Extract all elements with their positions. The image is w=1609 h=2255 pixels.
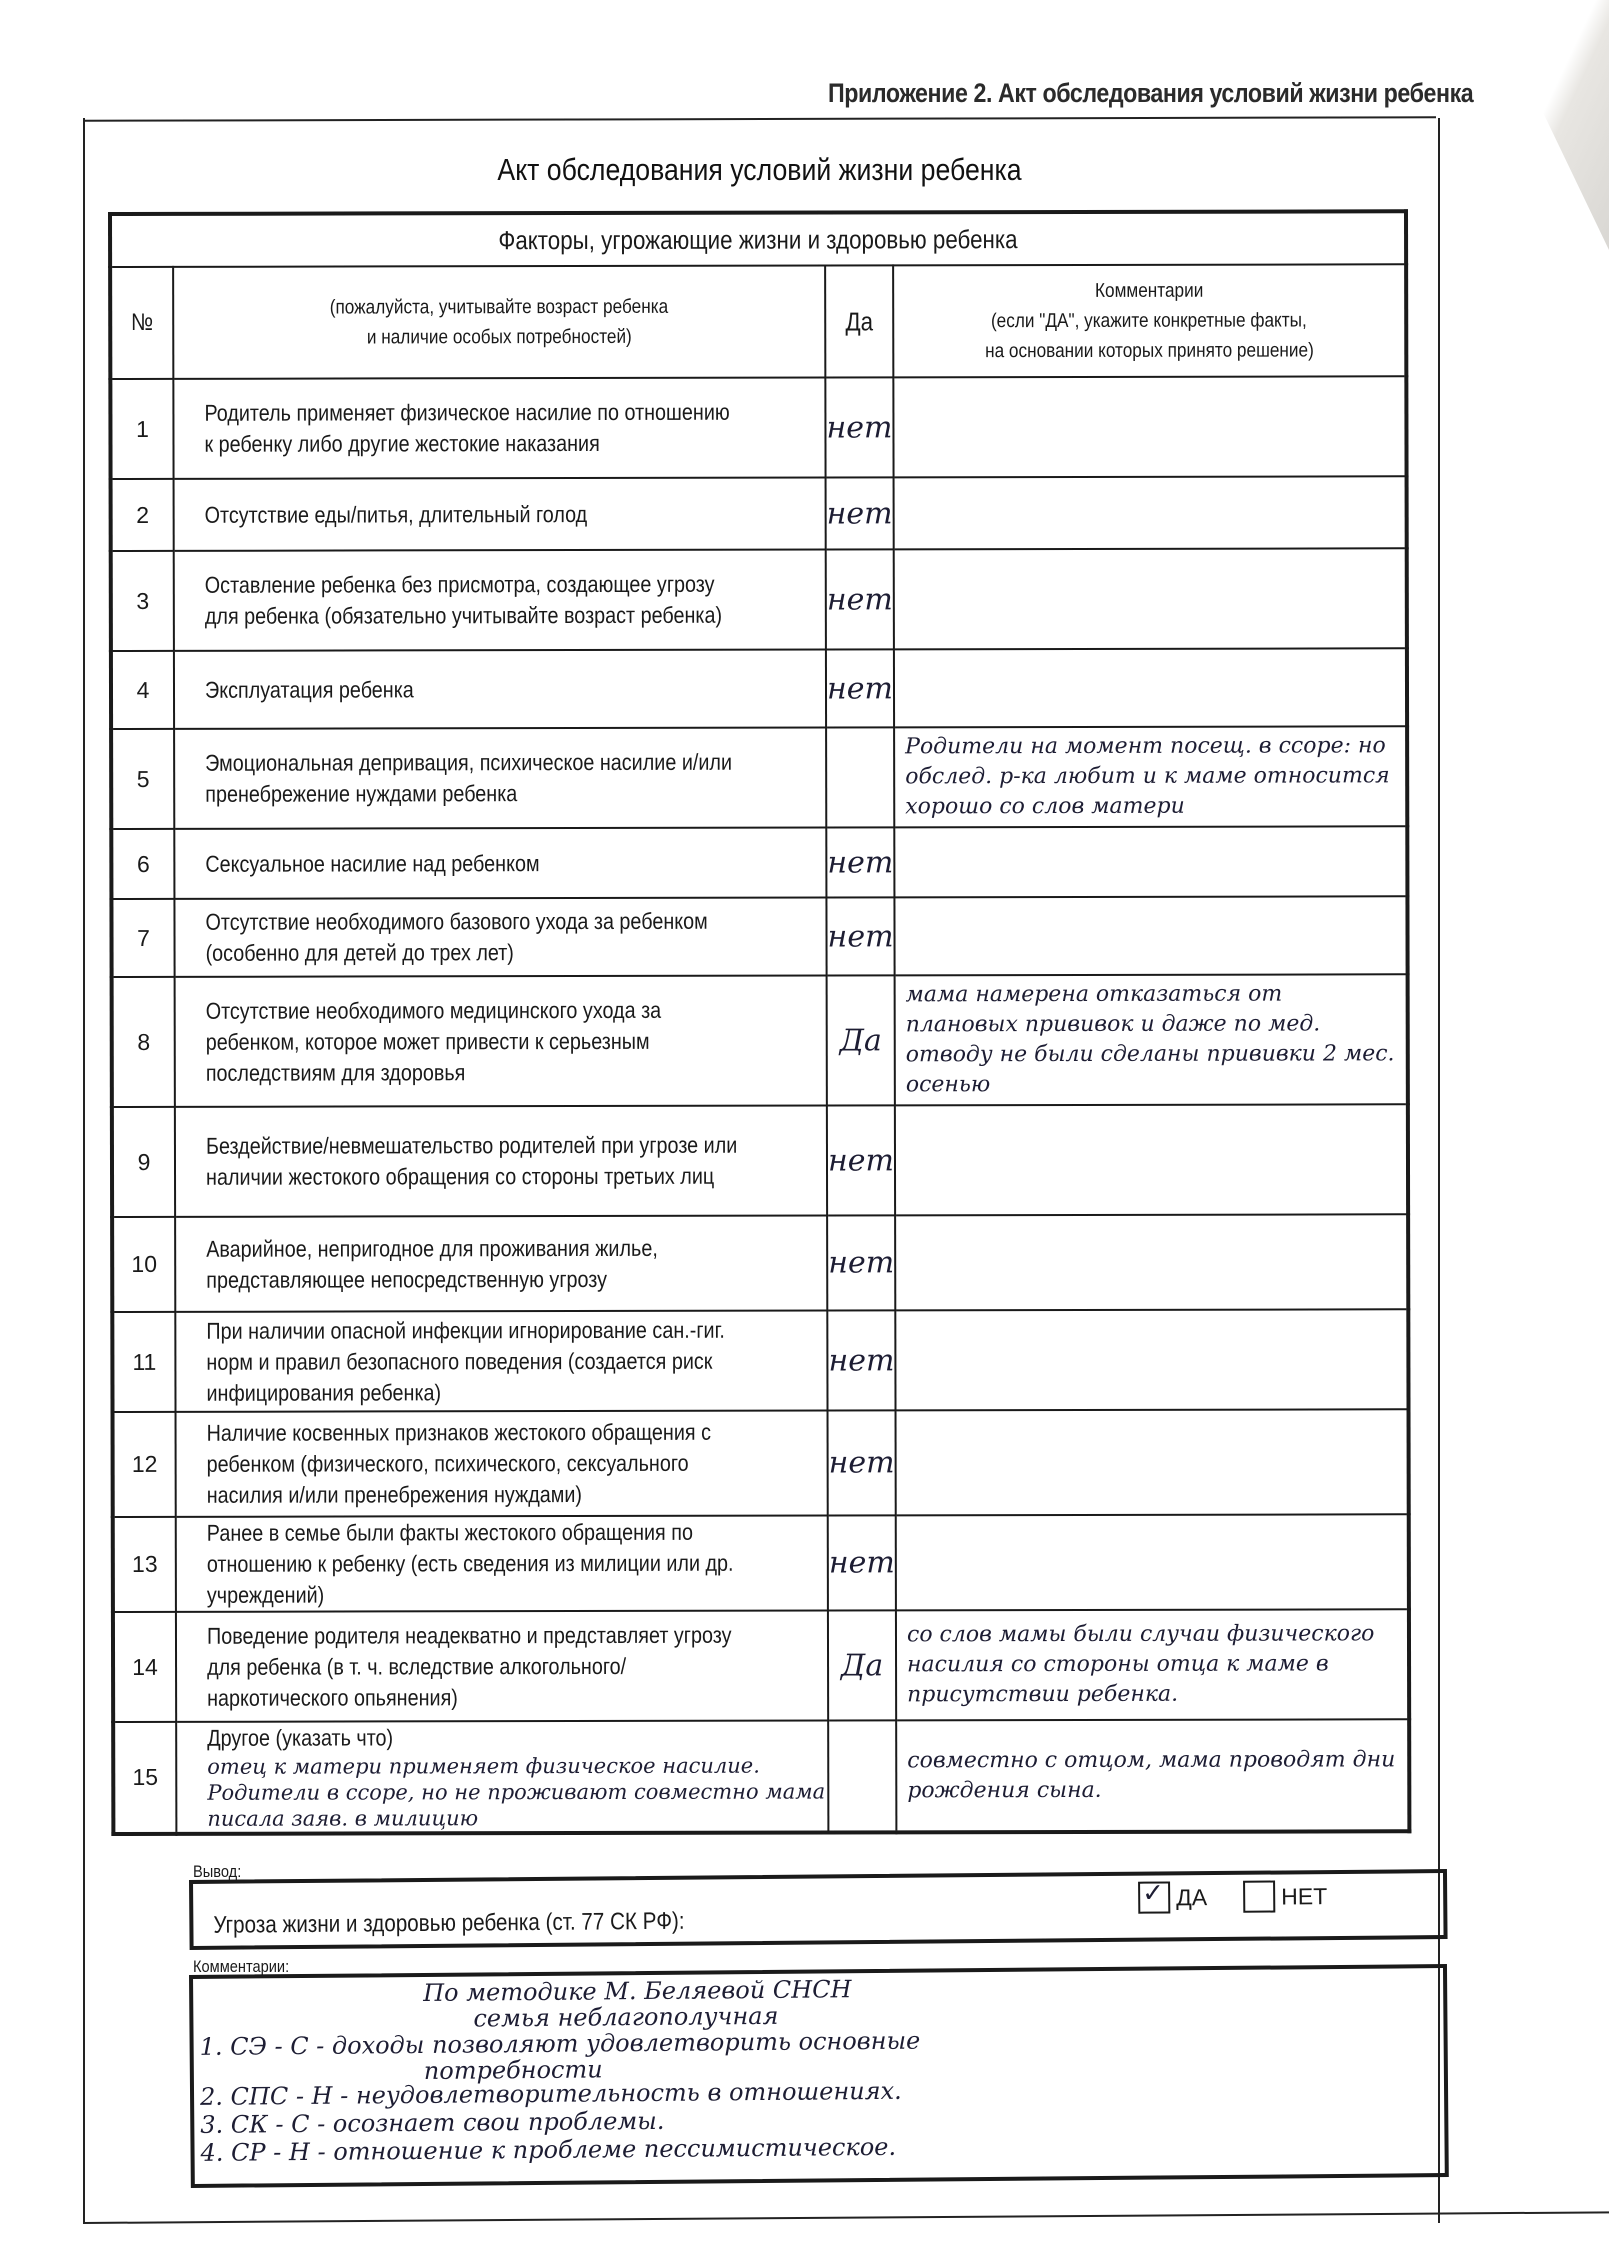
row-comment[interactable] bbox=[894, 548, 1407, 649]
row-yes-mark[interactable] bbox=[826, 649, 894, 727]
row-yes-mark-text: нет bbox=[828, 1545, 895, 1581]
table-row bbox=[111, 726, 1407, 829]
row-number bbox=[110, 379, 173, 479]
row-yes-mark-text: нет bbox=[827, 918, 894, 954]
table-row bbox=[113, 1514, 1409, 1612]
table-row bbox=[111, 896, 1407, 977]
column-headers bbox=[110, 264, 1406, 379]
row-number-text: 12 bbox=[131, 1450, 158, 1477]
row-number bbox=[111, 729, 174, 829]
row-criterion bbox=[174, 649, 826, 728]
row-criterion-text: Отсутствие необходимого медицинского ухода за ребенком, которое может привести к серьезным последствиям для здоровья bbox=[205, 996, 662, 1086]
row-comment-text: со слов мамы были случаи физического насилия со стороны отца к маме в присутствии ребенка. bbox=[906, 1621, 1375, 1708]
row-criterion bbox=[173, 377, 825, 478]
page-curl bbox=[1489, 0, 1609, 250]
row-yes-mark[interactable] bbox=[826, 897, 894, 975]
row-yes-mark-text: нет bbox=[826, 495, 893, 531]
row-number bbox=[112, 1312, 175, 1412]
row-comment-text: мама намерена отказаться от плановых прививок и даже по мед. отводу не были сделаны прививки 2 мес. осенью bbox=[905, 981, 1395, 1098]
table-row bbox=[113, 1609, 1409, 1722]
row-criterion bbox=[175, 1215, 827, 1311]
comment-line: По методике М. Беляевой СНСН bbox=[423, 1975, 852, 2007]
option-no-label: НЕТ bbox=[1281, 1882, 1328, 1909]
row-number bbox=[111, 479, 174, 551]
row-criterion bbox=[174, 827, 826, 898]
row-number-text: 8 bbox=[137, 1028, 151, 1055]
row-yes-mark[interactable] bbox=[827, 1310, 895, 1410]
row-number bbox=[111, 651, 174, 729]
table-row bbox=[112, 1309, 1408, 1412]
table-row bbox=[113, 1719, 1409, 1834]
table-row bbox=[111, 548, 1407, 651]
row-comment[interactable] bbox=[896, 1719, 1409, 1832]
row-number-text: 4 bbox=[136, 676, 150, 703]
handwritten-note: отец к матери применяет физическое насилие. Родители в ссоре, но не проживают совместно мама писала заяв. в милицию bbox=[207, 1753, 826, 1831]
table-row bbox=[111, 826, 1407, 899]
row-comment[interactable] bbox=[894, 476, 1407, 549]
row-number bbox=[112, 1217, 175, 1312]
row-number-text: 2 bbox=[136, 501, 150, 528]
option-yes-label: ДА bbox=[1176, 1883, 1208, 1910]
row-yes-mark-text: нет bbox=[828, 1245, 895, 1281]
row-yes-mark-text: Да bbox=[840, 1647, 884, 1683]
table-row bbox=[110, 376, 1406, 479]
row-criterion-text: Оставление ребенка без присмотра, создающее угрозу для ребенка (обязательно учитывайте возраст ребенка) bbox=[204, 570, 723, 629]
option-no[interactable] bbox=[1243, 1880, 1327, 1913]
comment-line: семья неблагополучная bbox=[473, 2001, 779, 2033]
row-criterion bbox=[176, 1610, 828, 1721]
comment-line: 2. СПС - Н - неудовлетворительность в отношениях. bbox=[199, 2076, 902, 2111]
row-criterion-text: Другое (указать что) bbox=[207, 1724, 394, 1751]
row-criterion-text: Наличие косвенных признаков жестокого обращения с ребенком (физического, психического, сексуального насилия и/или пренебрежения нуждами) bbox=[206, 1418, 712, 1508]
row-criterion bbox=[176, 1410, 828, 1516]
row-criterion-text: Бездействие/невмешательство родителей при угрозе или наличии жестокого обращения со стороны третьих лиц bbox=[205, 1131, 738, 1190]
row-number bbox=[111, 551, 174, 651]
threat-label: Угроза жизни и здоровью ребенка (ст. 77 СК РФ): bbox=[213, 1907, 685, 1939]
row-number bbox=[113, 1722, 176, 1834]
row-yes-mark[interactable] bbox=[827, 1215, 895, 1310]
row-yes-mark-text: нет bbox=[828, 1445, 895, 1481]
row-criterion bbox=[176, 1720, 828, 1833]
table-row bbox=[111, 476, 1407, 551]
row-number-text: 15 bbox=[132, 1763, 159, 1790]
column-yes: Да bbox=[825, 265, 893, 377]
row-criterion bbox=[175, 975, 827, 1106]
row-comment[interactable] bbox=[895, 1309, 1408, 1410]
row-yes-mark[interactable] bbox=[826, 549, 894, 649]
row-criterion-text: Отсутствие необходимого базового ухода за ребенком (особенно для детей до трех лет) bbox=[205, 907, 708, 966]
row-criterion-text: Родитель применяет физическое насилие по отношению к ребенку либо другие жестокие наказания bbox=[204, 398, 730, 457]
row-criterion-text: Эмоциональная депривация, психическое насилие и/или пренебрежение нуждами ребенка bbox=[205, 748, 733, 807]
row-criterion bbox=[174, 897, 826, 976]
row-yes-mark[interactable] bbox=[825, 377, 893, 477]
comment-line: 4. СР - Н - отношение к проблеме пессимистическое. bbox=[200, 2132, 897, 2167]
row-yes-mark[interactable] bbox=[828, 1410, 896, 1515]
row-yes-mark[interactable] bbox=[826, 727, 894, 827]
row-criterion bbox=[174, 549, 826, 650]
row-comment[interactable] bbox=[894, 826, 1407, 897]
row-number bbox=[112, 977, 175, 1107]
conclusion-box bbox=[189, 1869, 1448, 1950]
appendix-title: Приложение 2. Акт обследования условий жизни ребенка bbox=[828, 78, 1474, 108]
comments-label: Комментарии: bbox=[193, 1957, 290, 1976]
row-comment[interactable] bbox=[895, 974, 1408, 1105]
row-comment[interactable] bbox=[894, 648, 1407, 727]
row-yes-mark[interactable] bbox=[826, 477, 894, 549]
row-number-text: 3 bbox=[136, 587, 150, 614]
table-row bbox=[113, 1409, 1409, 1517]
row-yes-mark-text: нет bbox=[826, 409, 893, 445]
row-criterion-text: Аварийное, непригодное для проживания жилье, представляющее непосредственную угрозу bbox=[206, 1234, 658, 1293]
row-comment[interactable] bbox=[896, 1609, 1409, 1720]
row-yes-mark[interactable] bbox=[828, 1610, 896, 1720]
row-number-text: 13 bbox=[132, 1550, 158, 1577]
row-comment[interactable] bbox=[893, 376, 1406, 477]
column-comments: Комментарии (если "ДА", укажите конкретные факты, на основании которых принято решение) bbox=[893, 264, 1406, 377]
row-yes-mark[interactable] bbox=[828, 1720, 896, 1832]
row-number bbox=[111, 829, 174, 899]
comment-line: 3. СК - С - осознает свои проблемы. bbox=[200, 2106, 665, 2139]
row-criterion-text: Поведение родителя неадекватно и представляет угрозу для ребенка (в т. ч. вследствие алкогольного/наркотического опьянения) bbox=[206, 1621, 732, 1711]
row-comment[interactable] bbox=[894, 726, 1407, 827]
row-number bbox=[113, 1517, 176, 1612]
row-criterion-text: Отсутствие еды/питья, длительный голод bbox=[204, 500, 588, 528]
comment-line: потребности bbox=[423, 2055, 603, 2085]
comments-box[interactable] bbox=[189, 1964, 1449, 2188]
row-yes-mark[interactable] bbox=[827, 1105, 895, 1215]
row-number-text: 5 bbox=[136, 765, 150, 792]
column-criterion: (пожалуйста, учитывайте возраст ребенка и наличие особых потребностей) bbox=[173, 265, 825, 378]
row-yes-mark-text: нет bbox=[827, 1142, 895, 1178]
row-criterion bbox=[175, 1105, 827, 1216]
row-yes-mark-text: нет bbox=[828, 1342, 895, 1378]
row-number-text: 7 bbox=[137, 924, 150, 951]
option-yes[interactable] bbox=[1138, 1877, 1208, 1914]
row-criterion-text: При наличии опасной инфекции игнорирование сан.-гиг. норм и правил безопасного поведения (создается риск инфицирования ребенка) bbox=[206, 1316, 725, 1406]
row-yes-mark[interactable] bbox=[827, 975, 895, 1105]
row-comment[interactable] bbox=[895, 1214, 1408, 1310]
row-number-text: 1 bbox=[136, 415, 149, 442]
row-criterion-text: Ранее в семье были факты жестокого обращения по отношению к ребенку (есть сведения из милиции или др. учреждений) bbox=[206, 1518, 734, 1608]
row-number bbox=[112, 1107, 175, 1217]
row-yes-mark-text: нет bbox=[826, 670, 894, 706]
document-title: Акт обследования условий жизни ребенка bbox=[497, 152, 1022, 187]
row-number-text: 11 bbox=[132, 1348, 157, 1375]
row-number-text: 9 bbox=[137, 1148, 151, 1175]
checkbox-yes[interactable] bbox=[1138, 1877, 1170, 1913]
section-title: Факторы, угрожающие жизни и здоровью ребенка bbox=[110, 211, 1406, 267]
row-comment-text: совместно с отцом, мама проводят дни рождения сына. bbox=[907, 1746, 1396, 1803]
row-comment[interactable] bbox=[896, 1409, 1409, 1515]
check-icon: ✓ bbox=[1142, 1877, 1165, 1908]
row-yes-mark[interactable] bbox=[828, 1515, 896, 1610]
row-criterion-text: Эксплуатация ребенка bbox=[204, 675, 414, 703]
row-criterion-text: Сексуальное насилие над ребенком bbox=[205, 849, 540, 877]
conclusion-label: Вывод: bbox=[193, 1862, 242, 1881]
table-row bbox=[112, 1214, 1408, 1312]
row-criterion bbox=[176, 1515, 828, 1611]
row-yes-mark-text: нет bbox=[826, 581, 893, 617]
row-yes-mark[interactable] bbox=[826, 827, 894, 897]
row-comment[interactable] bbox=[894, 896, 1407, 975]
row-number-text: 6 bbox=[136, 850, 150, 877]
row-criterion bbox=[175, 1310, 827, 1411]
row-comment-text: Родители на момент посещ. в ссоре: но обслед. р-ка любит и к маме относится хорошо со слов матери bbox=[905, 733, 1390, 820]
row-comment[interactable] bbox=[896, 1514, 1409, 1610]
table-row bbox=[112, 974, 1408, 1107]
row-yes-mark-text: Да bbox=[839, 1022, 882, 1058]
factors-table bbox=[108, 209, 1411, 1836]
row-number bbox=[113, 1612, 176, 1722]
row-number-text: 10 bbox=[131, 1250, 158, 1277]
row-criterion bbox=[174, 477, 826, 550]
row-yes-mark-text: нет bbox=[827, 844, 894, 880]
table-row bbox=[112, 1104, 1408, 1217]
row-number bbox=[111, 899, 174, 977]
column-number: № bbox=[110, 267, 173, 379]
row-criterion bbox=[174, 727, 826, 828]
row-number-text: 14 bbox=[132, 1653, 158, 1680]
checkbox-no[interactable] bbox=[1243, 1881, 1275, 1913]
table-row bbox=[111, 648, 1407, 729]
comment-line: 1. СЭ - С - доходы позволяют удовлетворить основные bbox=[199, 2026, 921, 2061]
row-number bbox=[113, 1412, 176, 1517]
row-comment[interactable] bbox=[895, 1104, 1408, 1215]
